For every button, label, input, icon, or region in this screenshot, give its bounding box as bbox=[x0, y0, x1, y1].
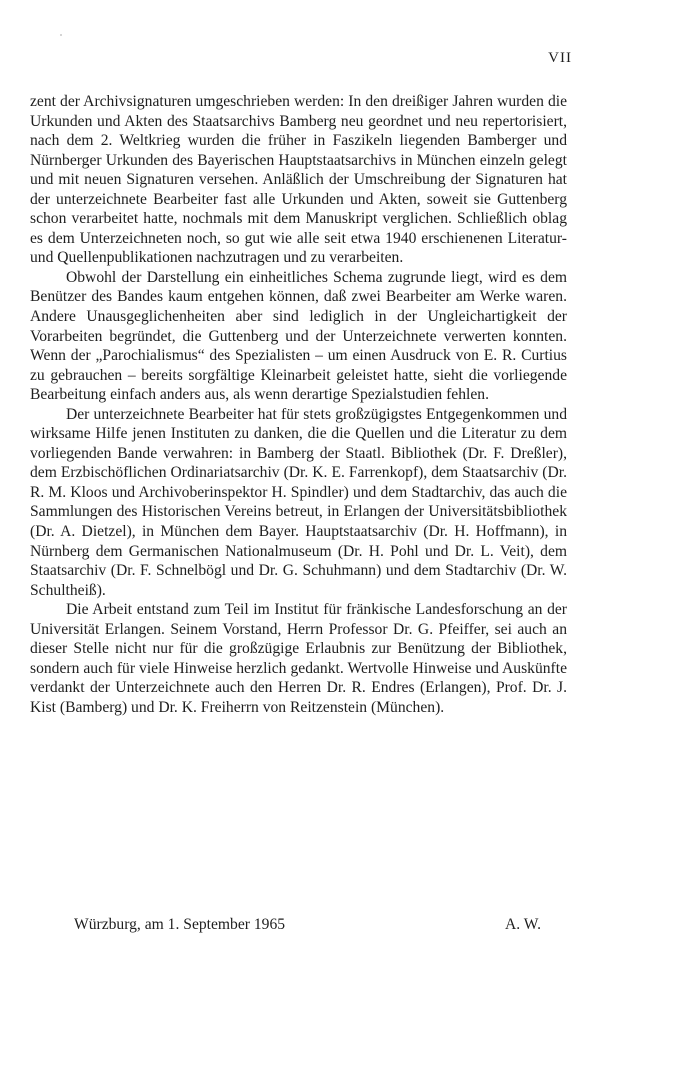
author-initials: A. W. bbox=[505, 916, 541, 933]
body-text bbox=[30, 92, 567, 718]
place-date: Würzburg, am 1. September 1965 bbox=[74, 916, 286, 933]
scan-speck bbox=[60, 34, 62, 36]
paragraph-two-editors: Obwohl der Darstellung ein einheitliches Schema zugrunde liegt, wird es dem Benützer des Bandes kaum entgehen können, daß zwei Bearbeiter am Werke waren. Andere Unausgeglichenheiten aber sind lediglich in der Ungleichartigkeit der Vorarbeiten begründet, die Guttenberg und der Unterzeichnete verwerten konnten. Wenn der „Parochialismus“ des Spezialisten – um einen Ausdruck von E. R. Curtius zu gebrauchen – bereits sorgfältige Kleinarbeit geleistet hatte, sieht die vorliegende Bearbeitung einfach anders aus, als wenn derartige Spezialstudien fehlen. bbox=[30, 268, 567, 404]
page-number: VII bbox=[548, 50, 572, 66]
paragraph-acknowledgement-persons: Die Arbeit entstand zum Teil im Institut für fränkische Landesforschung an der Universität Erlangen. Seinem Vorstand, Herrn Professor Dr. G. Pfeiffer, sei auch an dieser Stelle nicht nur für die großzügige Erlaubnis zur Benützung der Bibliothek, sondern auch für viele Hinweise herzlich gedankt. Wertvolle Hinweise und Auskünfte verdankt der Unterzeichnete auch den Herren Dr. R. Endres (Erlangen), Prof. Dr. J. Kist (Bamberg) und Dr. K. Freiherrn von Reitzenstein (München). bbox=[30, 601, 567, 716]
paragraph-acknowledgement-institutes: Der unterzeichnete Bearbeiter hat für stets großzügigstes Entgegenkommen und wirksame Hilfe jenen Instituten zu danken, die die Quellen und die Literatur zu dem vorliegenden Bande verwahren: in Bamberg der Staatl. Bibliothek (Dr. F. Dreßler), dem Erzbischöflichen Ordinariatsarchiv (Dr. K. E. Farrenkopf), dem Staatsarchiv (Dr. R. M. Kloos und Archivoberinspektor H. Spindler) und dem Stadtarchiv, das auch die Sammlungen des Historischen Vereins betreut, in Erlangen der Universitätsbibliothek (Dr. A. Dietzel), in München dem Bayer. Hauptstaatsarchiv (Dr. H. Hoffmann), in Nürnberg dem Germanischen Nationalmuseum (Dr. H. Pohl und Dr. L. Veit), dem Staatsarchiv (Dr. F. Schnelbögl und Dr. G. Schuhmann) und dem Stadtarchiv (Dr. W. Schultheiß). bbox=[30, 405, 567, 599]
paragraph-continuation: zent der Archivsignaturen umgeschrieben werden: In den dreißiger Jahren wurden die Urkunden und Akten des Staatsarchivs Bamberg neu geordnet und neu repertorisiert, nach dem 2. Weltkrieg wurden die früher in Faszikeln liegenden Bamberger und Nürnberger Urkunden des Bayerischen Hauptstaatsarchivs in München einzeln gelegt und mit neuen Signaturen versehen. Anläßlich der Umschreibung der Signaturen hat der unterzeichnete Bearbeiter fast alle Urkunden und Akten, soweit sie Guttenberg schon verarbeitet hatte, nochmals mit dem Manuskript verglichen. Schließlich oblag es dem Unterzeichneten noch, so gut wie alle seit etwa 1940 erschienenen Literatur- und Quellenpublikationen nachzutragen und zu verarbeiten. bbox=[30, 93, 567, 267]
